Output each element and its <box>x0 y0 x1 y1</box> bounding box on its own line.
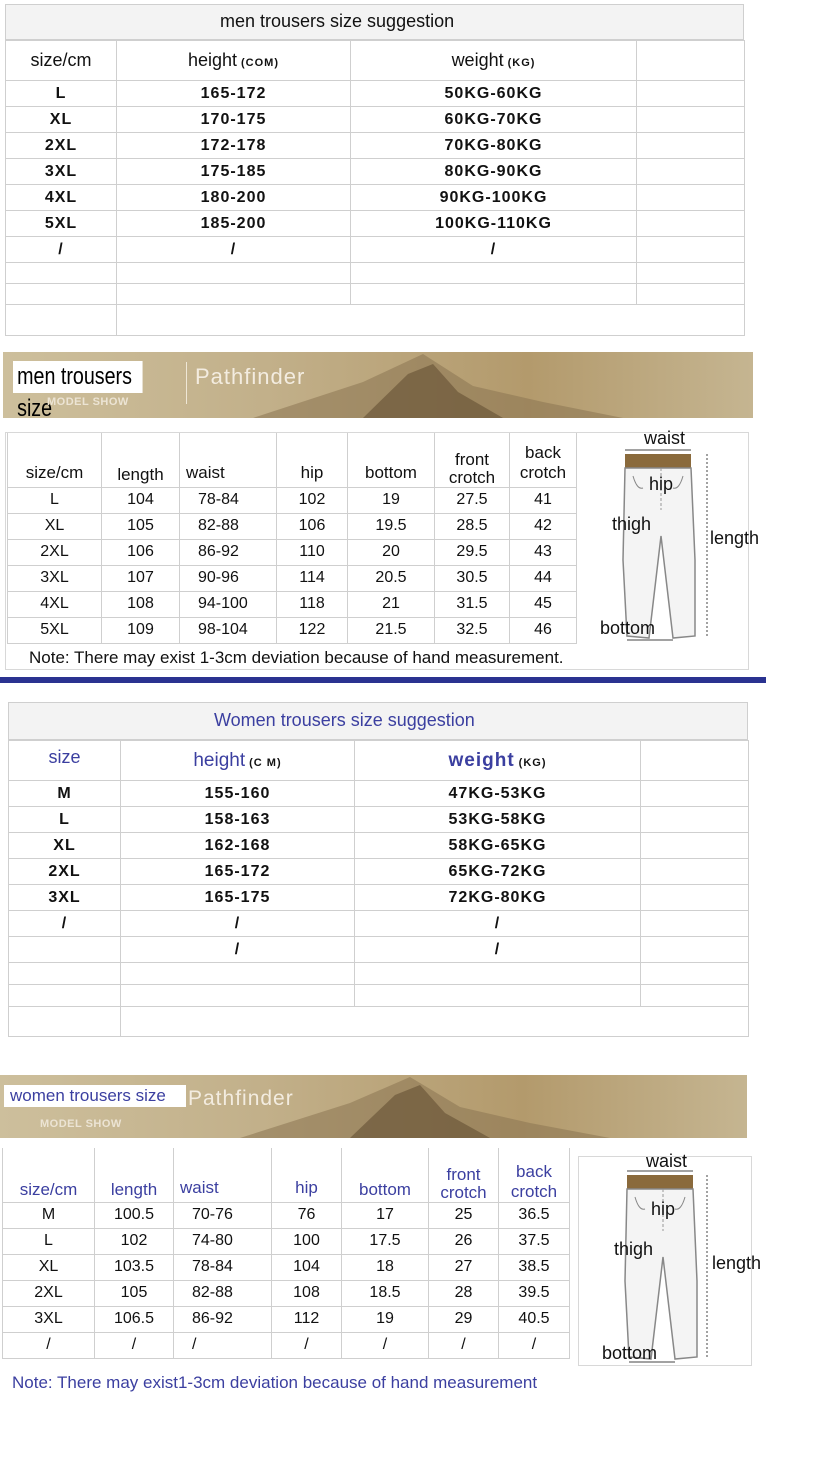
header-height: height (C M) <box>121 741 355 781</box>
label-hip: hip <box>649 474 674 494</box>
cell-size: 5XL <box>8 617 102 643</box>
cell-hip: 118 <box>277 591 348 617</box>
women-trousers-diagram <box>578 1151 762 1366</box>
cell-hip: 102 <box>277 487 348 513</box>
cell-hip: 112 <box>272 1306 342 1332</box>
cell-height: 155-160 <box>121 781 355 807</box>
cell-size: L <box>6 81 117 107</box>
cell-size: XL <box>8 513 102 539</box>
cell-weight: 60KG-70KG <box>351 107 637 133</box>
cell-size: M <box>9 781 121 807</box>
table-row <box>3 1332 570 1358</box>
label-hip: hip <box>651 1199 676 1219</box>
cell-hip: 104 <box>272 1254 342 1280</box>
table-row <box>6 185 745 211</box>
cell-weight: 53KG-58KG <box>355 807 641 833</box>
cell-bottom: 17 <box>342 1202 429 1228</box>
cell-size: / <box>6 237 117 263</box>
cell-size: 5XL <box>6 211 117 237</box>
cell-weight: 72KG-80KG <box>355 885 641 911</box>
cell-hip: 76 <box>272 1202 342 1228</box>
cell-front-crotch: 30.5 <box>435 565 510 591</box>
header-length: length <box>95 1148 174 1202</box>
cell-back-crotch: 45 <box>510 591 577 617</box>
table-row <box>8 487 577 513</box>
cell-hip: 100 <box>272 1228 342 1254</box>
cell-length: 104 <box>102 487 180 513</box>
cell-back-crotch: 37.5 <box>499 1228 570 1254</box>
table-row <box>8 539 577 565</box>
table-row <box>9 911 749 937</box>
cell-size: / <box>3 1332 95 1358</box>
cell-waist: 86-92 <box>180 539 277 565</box>
cell-waist: 94-100 <box>180 591 277 617</box>
cell-waist: / <box>174 1332 272 1358</box>
cell-length: 105 <box>102 513 180 539</box>
cell-size <box>9 937 121 963</box>
cell-hip: 108 <box>272 1280 342 1306</box>
cell-bottom: 18 <box>342 1254 429 1280</box>
cell-height: 165-175 <box>121 885 355 911</box>
cell-bottom: / <box>342 1332 429 1358</box>
header-height: height (COM) <box>117 41 351 81</box>
cell-length: 103.5 <box>95 1254 174 1280</box>
table-row <box>9 833 749 859</box>
header-back-crotch: back crotch <box>499 1148 570 1202</box>
cell-length: 106.5 <box>95 1306 174 1332</box>
table-header-row <box>3 1148 570 1202</box>
header-hip: hip <box>277 433 348 487</box>
men-measure-note: Note: There may exist 1-3cm deviation because of hand measurement. <box>29 648 564 667</box>
cell-waist: 98-104 <box>180 617 277 643</box>
cell-back-crotch: 39.5 <box>499 1280 570 1306</box>
men-suggestion-table <box>5 40 745 336</box>
table-row <box>9 937 749 963</box>
cell-bottom: 20.5 <box>348 565 435 591</box>
cell-weight: 70KG-80KG <box>351 133 637 159</box>
cell-bottom: 18.5 <box>342 1280 429 1306</box>
header-size: size/cm <box>3 1148 95 1202</box>
label-bottom: bottom <box>600 618 656 638</box>
cell-waist: 90-96 <box>180 565 277 591</box>
cell-bottom: 19.5 <box>348 513 435 539</box>
table-row <box>8 513 577 539</box>
cell-length: 100.5 <box>95 1202 174 1228</box>
table-header-row <box>6 41 745 81</box>
cell-size: M <box>3 1202 95 1228</box>
cell-front-crotch: 28 <box>429 1280 499 1306</box>
cell-bottom: 21.5 <box>348 617 435 643</box>
cell-back-crotch: 36.5 <box>499 1202 570 1228</box>
cell-hip: 106 <box>277 513 348 539</box>
cell-size: 2XL <box>8 539 102 565</box>
cell-height: 165-172 <box>121 859 355 885</box>
cell-size: 3XL <box>6 159 117 185</box>
cell-front-crotch: 29.5 <box>435 539 510 565</box>
cell-bottom: 19 <box>342 1306 429 1332</box>
banner-subtitle: MODEL SHOW <box>40 1118 122 1130</box>
cell-waist: 70-76 <box>174 1202 272 1228</box>
cell-waist: 78-84 <box>180 487 277 513</box>
cell-waist: 82-88 <box>174 1280 272 1306</box>
header-front-crotch: front crotch <box>429 1148 499 1202</box>
table-row <box>6 81 745 107</box>
header-length: length <box>102 433 180 487</box>
cell-bottom: 21 <box>348 591 435 617</box>
cell-hip: 114 <box>277 565 348 591</box>
cell-waist: 78-84 <box>174 1254 272 1280</box>
cell-length: 106 <box>102 539 180 565</box>
table-row <box>3 1280 570 1306</box>
cell-front-crotch: 27.5 <box>435 487 510 513</box>
women-suggestion-title: Women trousers size suggestion <box>8 702 748 740</box>
table-row <box>9 781 749 807</box>
label-length: length <box>710 528 760 548</box>
header-waist: waist <box>180 433 277 487</box>
table-row <box>9 859 749 885</box>
cell-weight: 47KG-53KG <box>355 781 641 807</box>
table-header-row <box>9 741 749 781</box>
header-weight: weight (KG) <box>351 41 637 81</box>
header-weight: weight (KG) <box>355 741 641 781</box>
cell-front-crotch: 31.5 <box>435 591 510 617</box>
cell-front-crotch: 28.5 <box>435 513 510 539</box>
banner-label: men trousers size <box>13 361 143 393</box>
cell-weight: 65KG-72KG <box>355 859 641 885</box>
cell-front-crotch: 29 <box>429 1306 499 1332</box>
cell-size: L <box>3 1228 95 1254</box>
banner-divider <box>186 362 187 404</box>
cell-front-crotch: 26 <box>429 1228 499 1254</box>
cell-weight: / <box>355 937 641 963</box>
section-divider <box>0 677 766 683</box>
cell-height: 175-185 <box>117 159 351 185</box>
cell-weight: / <box>351 237 637 263</box>
cell-size: 2XL <box>3 1280 95 1306</box>
table-row <box>6 107 745 133</box>
trousers-icon <box>603 440 721 644</box>
cell-hip: / <box>272 1332 342 1358</box>
header-size: size/cm <box>6 41 117 81</box>
cell-size: XL <box>6 107 117 133</box>
cell-size: 3XL <box>3 1306 95 1332</box>
cell-size: XL <box>9 833 121 859</box>
cell-size: 2XL <box>6 133 117 159</box>
table-row <box>8 565 577 591</box>
cell-size: L <box>9 807 121 833</box>
cell-waist: 74-80 <box>174 1228 272 1254</box>
cell-length: 102 <box>95 1228 174 1254</box>
cell-height: 185-200 <box>117 211 351 237</box>
cell-length: 108 <box>102 591 180 617</box>
men-trousers-diagram <box>600 428 760 644</box>
table-row <box>3 1254 570 1280</box>
table-header-row <box>8 433 577 487</box>
cell-height: 162-168 <box>121 833 355 859</box>
cell-bottom: 19 <box>348 487 435 513</box>
header-hip: hip <box>272 1148 342 1202</box>
cell-height: 165-172 <box>117 81 351 107</box>
cell-weight: 50KG-60KG <box>351 81 637 107</box>
cell-size: 2XL <box>9 859 121 885</box>
header-bottom: bottom <box>342 1148 429 1202</box>
header-size: size <box>9 741 121 781</box>
label-waist: waist <box>646 1151 688 1171</box>
cell-front-crotch: 32.5 <box>435 617 510 643</box>
table-row <box>3 1228 570 1254</box>
banner-brand: Pathfinder <box>195 364 306 389</box>
table-row <box>6 211 745 237</box>
label-waist: waist <box>644 428 686 448</box>
table-row <box>6 237 745 263</box>
cell-size: / <box>9 911 121 937</box>
cell-weight: 90KG-100KG <box>351 185 637 211</box>
cell-back-crotch: 40.5 <box>499 1306 570 1332</box>
table-row <box>9 807 749 833</box>
cell-height: / <box>117 237 351 263</box>
banner-brand: Pathfinder <box>188 1087 294 1110</box>
cell-back-crotch: / <box>499 1332 570 1358</box>
cell-length: / <box>95 1332 174 1358</box>
cell-height: / <box>121 937 355 963</box>
cell-hip: 122 <box>277 617 348 643</box>
cell-bottom: 17.5 <box>342 1228 429 1254</box>
cell-hip: 110 <box>277 539 348 565</box>
women-suggestion-table <box>8 740 749 1037</box>
table-row <box>9 885 749 911</box>
banner-subtitle: MODEL SHOW <box>47 396 129 408</box>
women-measure-table <box>2 1148 570 1359</box>
table-row <box>3 1306 570 1332</box>
cell-height: 172-178 <box>117 133 351 159</box>
cell-size: 3XL <box>9 885 121 911</box>
table-row <box>6 133 745 159</box>
table-row <box>8 591 577 617</box>
cell-back-crotch: 43 <box>510 539 577 565</box>
cell-length: 109 <box>102 617 180 643</box>
header-bottom: bottom <box>348 433 435 487</box>
label-length: length <box>712 1253 762 1273</box>
men-suggestion-title: men trousers size suggestion <box>5 4 744 40</box>
header-waist: waist <box>174 1148 272 1202</box>
cell-front-crotch: 27 <box>429 1254 499 1280</box>
cell-waist: 82-88 <box>180 513 277 539</box>
cell-back-crotch: 42 <box>510 513 577 539</box>
label-thigh: thigh <box>612 514 652 534</box>
cell-length: 105 <box>95 1280 174 1306</box>
cell-front-crotch: 25 <box>429 1202 499 1228</box>
cell-weight: 80KG-90KG <box>351 159 637 185</box>
women-size-banner <box>0 1075 747 1138</box>
cell-size: 4XL <box>8 591 102 617</box>
cell-size: L <box>8 487 102 513</box>
label-thigh: thigh <box>614 1239 654 1259</box>
cell-waist: 86-92 <box>174 1306 272 1332</box>
cell-weight: 58KG-65KG <box>355 833 641 859</box>
cell-front-crotch: / <box>429 1332 499 1358</box>
cell-back-crotch: 44 <box>510 565 577 591</box>
table-row <box>6 159 745 185</box>
women-measure-note: Note: There may exist1-3cm deviation because of hand measurement <box>12 1373 538 1392</box>
cell-size: 4XL <box>6 185 117 211</box>
cell-back-crotch: 41 <box>510 487 577 513</box>
header-front-crotch: front crotch <box>435 433 510 487</box>
cell-size: XL <box>3 1254 95 1280</box>
header-back-crotch: back crotch <box>510 433 577 487</box>
cell-size: 3XL <box>8 565 102 591</box>
table-row <box>3 1202 570 1228</box>
men-measure-table <box>7 433 577 644</box>
cell-length: 107 <box>102 565 180 591</box>
cell-weight: / <box>355 911 641 937</box>
header-size: size/cm <box>8 433 102 487</box>
cell-weight: 100KG-110KG <box>351 211 637 237</box>
cell-back-crotch: 46 <box>510 617 577 643</box>
banner-label: women trousers size <box>4 1085 186 1107</box>
cell-bottom: 20 <box>348 539 435 565</box>
cell-height: 170-175 <box>117 107 351 133</box>
men-size-banner <box>3 352 753 418</box>
cell-height: 180-200 <box>117 185 351 211</box>
table-row <box>8 617 577 643</box>
cell-back-crotch: 38.5 <box>499 1254 570 1280</box>
label-bottom: bottom <box>602 1343 658 1363</box>
cell-height: 158-163 <box>121 807 355 833</box>
cell-height: / <box>121 911 355 937</box>
